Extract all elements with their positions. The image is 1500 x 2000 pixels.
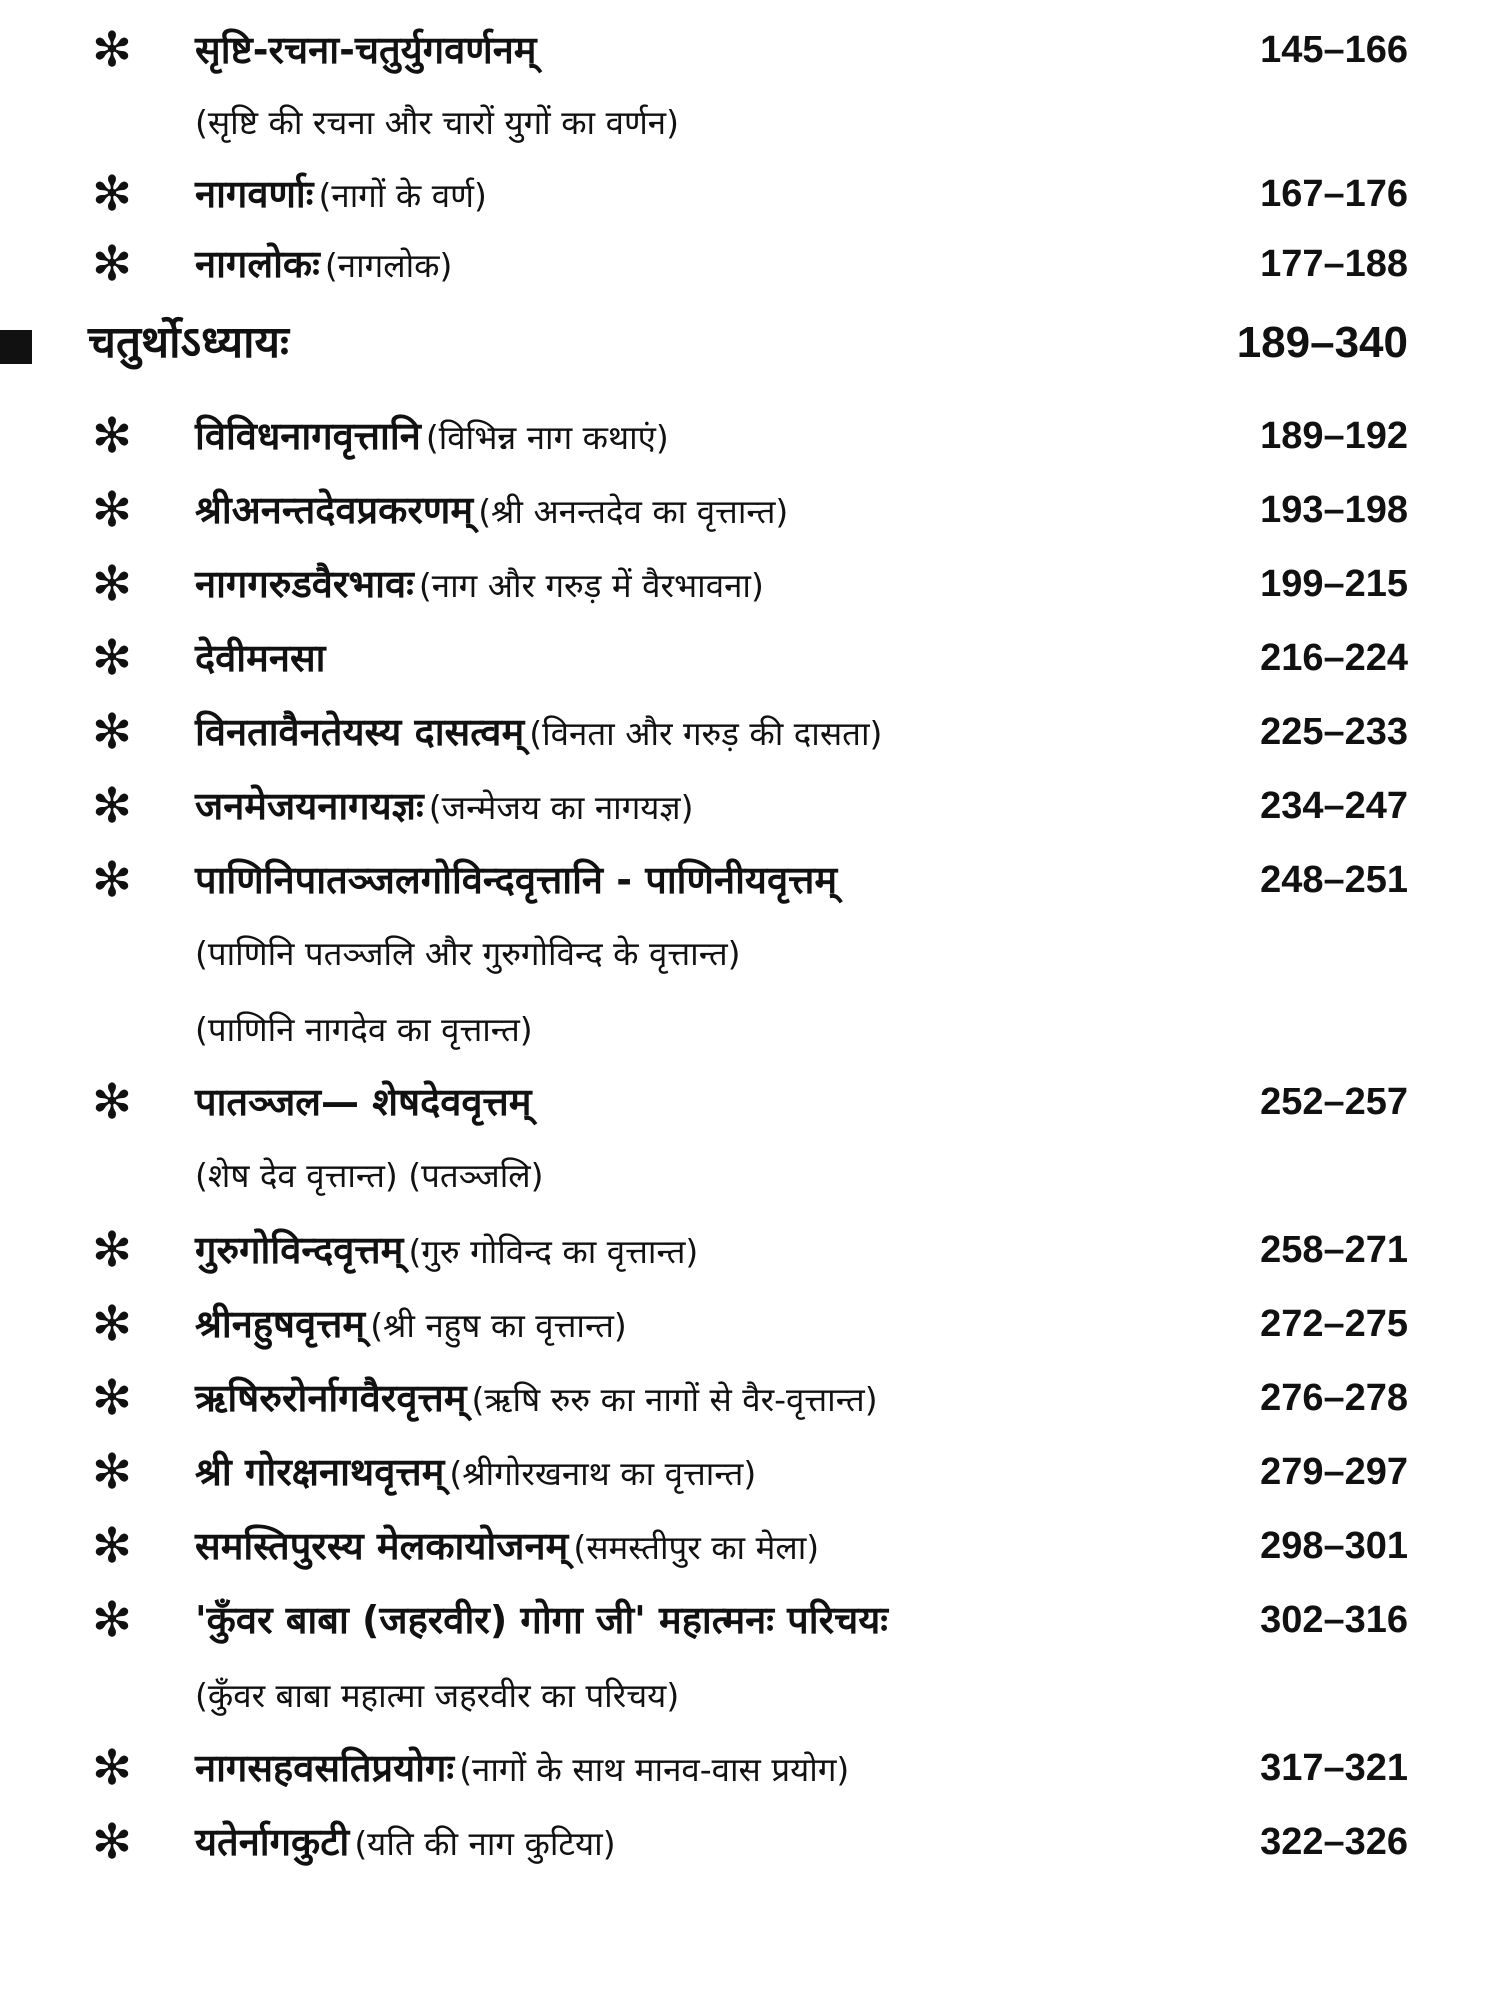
entry-title: श्री गोरक्षनाथवृत्तम्	[195, 1450, 445, 1494]
toc-entry	[0, 1518, 1500, 1588]
asterisk-bullet-icon: ✻	[91, 1074, 133, 1130]
toc-entry	[0, 630, 1500, 700]
entry-title: ऋषिरुरोर्नागवैरवृत्तम्	[195, 1376, 467, 1420]
asterisk-bullet-icon: ✻	[91, 408, 133, 464]
entry-pages: 258–271	[1260, 1229, 1408, 1271]
toc-entry	[0, 1296, 1500, 1366]
asterisk-bullet-icon: ✻	[91, 1740, 133, 1796]
asterisk-bullet-icon: ✻	[91, 852, 133, 908]
asterisk-bullet-icon: ✻	[91, 482, 133, 538]
entry-title: सृष्टि-रचना-चतुर्युगवर्णनम्	[195, 28, 537, 72]
entry-pages: 248–251	[1260, 859, 1408, 901]
asterisk-bullet-icon: ✻	[91, 1444, 133, 1500]
entry-pages: 145–166	[1260, 29, 1408, 71]
entry-title: विनतावैनतेयस्य दासत्वम्	[195, 710, 525, 754]
entry-pages: 252–257	[1260, 1081, 1408, 1123]
entry-title: नागवर्णाः	[195, 172, 314, 216]
toc-entry	[0, 1444, 1500, 1514]
asterisk-bullet-icon: ✻	[91, 1370, 133, 1426]
asterisk-bullet-icon: ✻	[91, 778, 133, 834]
asterisk-bullet-icon: ✻	[91, 1296, 133, 1352]
entry-pages: 279–297	[1260, 1451, 1408, 1493]
asterisk-bullet-icon: ✻	[91, 1518, 133, 1574]
chapter-title: चतुर्थोऽध्यायः	[88, 317, 289, 368]
chapter-square-bullet-icon	[0, 330, 32, 364]
entry-title: नागसहवसतिप्रयोगः	[195, 1746, 455, 1790]
toc-entry	[0, 1222, 1500, 1292]
chapter-pages: 189–340	[1236, 318, 1408, 367]
entry-subtitle-line: (शेष देव वृत्तान्त) (पतञ्जलि)	[195, 1156, 544, 1195]
toc-entry	[0, 408, 1500, 478]
toc-entry	[0, 1592, 1500, 1662]
entry-subtitle: (नाग और गरुड़ में वैरभावना)	[418, 566, 764, 605]
entry-title: श्रीअनन्तदेवप्रकरणम्	[195, 488, 474, 532]
toc-entry	[0, 166, 1500, 236]
asterisk-bullet-icon: ✻	[91, 556, 133, 612]
entry-pages: 177–188	[1260, 243, 1408, 285]
entry-pages: 317–321	[1260, 1747, 1408, 1789]
entry-title: पातञ्जल— शेषदेववृत्तम्	[195, 1080, 532, 1124]
entry-subtitle: (गुरु गोविन्द का वृत्तान्त)	[408, 1232, 699, 1271]
asterisk-bullet-icon: ✻	[91, 1222, 133, 1278]
entry-title: 'कुँवर बाबा (जहरवीर) गोगा जी' महात्मनः परिचयः	[195, 1598, 888, 1642]
asterisk-bullet-icon: ✻	[91, 630, 133, 686]
toc-entry	[0, 482, 1500, 552]
entry-subtitle: (समस्तीपुर का मेला)	[573, 1528, 820, 1567]
entry-subtitle: (नागों के साथ मानव-वास प्रयोग)	[459, 1750, 850, 1789]
entry-pages: 276–278	[1260, 1377, 1408, 1419]
toc-entry	[0, 704, 1500, 774]
toc-entry	[0, 1370, 1500, 1440]
entry-pages: 167–176	[1260, 173, 1408, 215]
entry-pages: 189–192	[1260, 415, 1408, 457]
entry-title: यतेर्नागकुटी	[195, 1820, 350, 1864]
entry-title: देवीमनसा	[195, 636, 326, 680]
entry-title: विविधनागवृत्तानि	[195, 414, 421, 458]
entry-subtitle: (श्री नहुष का वृत्तान्त)	[370, 1306, 627, 1345]
entry-pages: 193–198	[1260, 489, 1408, 531]
entry-pages: 234–247	[1260, 785, 1408, 827]
entry-subtitle: (जन्मेजय का नागयज्ञ)	[428, 788, 694, 827]
entry-pages: 322–326	[1260, 1821, 1408, 1863]
entry-title: पाणिनिपातञ्जलगोविन्दवृत्तानि - पाणिनीयवृत्तम्	[195, 858, 838, 902]
asterisk-bullet-icon: ✻	[91, 1814, 133, 1870]
toc-entry	[0, 778, 1500, 848]
entry-title: श्रीनहुषवृत्तम्	[195, 1302, 366, 1346]
toc-entry	[0, 1074, 1500, 1144]
entry-pages: 225–233	[1260, 711, 1408, 753]
entry-subtitle-line: (सृष्टि की रचना और चारों युगों का वर्णन)	[195, 103, 679, 142]
toc-entry	[0, 556, 1500, 626]
entry-subtitle: (श्री अनन्तदेव का वृत्तान्त)	[478, 492, 789, 531]
toc-entry	[0, 852, 1500, 922]
entry-subtitle: (यति की नाग कुटिया)	[354, 1824, 616, 1863]
toc-entry	[0, 236, 1500, 306]
asterisk-bullet-icon: ✻	[91, 704, 133, 760]
entry-title: समस्तिपुरस्य मेलकायोजनम्	[195, 1524, 569, 1568]
entry-subtitle-line: (पाणिनि नागदेव का वृत्तान्त)	[195, 1010, 533, 1049]
asterisk-bullet-icon: ✻	[91, 22, 133, 78]
asterisk-bullet-icon: ✻	[91, 1592, 133, 1648]
entry-subtitle: (नागलोक)	[324, 246, 453, 285]
asterisk-bullet-icon: ✻	[91, 236, 133, 292]
entry-subtitle: (श्रीगोरखनाथ का वृत्तान्त)	[449, 1454, 757, 1493]
entry-pages: 199–215	[1260, 563, 1408, 605]
entry-subtitle: (विभिन्न नाग कथाएं)	[425, 418, 669, 457]
entry-pages: 302–316	[1260, 1599, 1408, 1641]
entry-pages: 216–224	[1260, 637, 1408, 679]
entry-subtitle: (ऋषि रुरु का नागों से वैर-वृत्तान्त)	[471, 1380, 878, 1419]
asterisk-bullet-icon: ✻	[91, 166, 133, 222]
toc-entry	[0, 1814, 1500, 1884]
entry-subtitle: (विनता और गरुड़ की दासता)	[529, 714, 883, 753]
entry-subtitle-line: (पाणिनि पतञ्जलि और गुरुगोविन्द के वृत्तान्त)	[195, 934, 741, 973]
entry-title: गुरुगोविन्दवृत्तम्	[195, 1228, 404, 1272]
entry-subtitle: (नागों के वर्ण)	[318, 176, 487, 215]
entry-title: नागगरुडवैरभावः	[195, 562, 414, 606]
entry-pages: 272–275	[1260, 1303, 1408, 1345]
entry-title: जनमेजयनागयज्ञः	[195, 784, 424, 828]
toc-entry	[0, 22, 1500, 92]
entry-title: नागलोकः	[195, 242, 320, 286]
entry-pages: 298–301	[1260, 1525, 1408, 1567]
toc-entry	[0, 1740, 1500, 1810]
entry-subtitle-line: (कुँवर बाबा महात्मा जहरवीर का परिचय)	[195, 1676, 680, 1715]
